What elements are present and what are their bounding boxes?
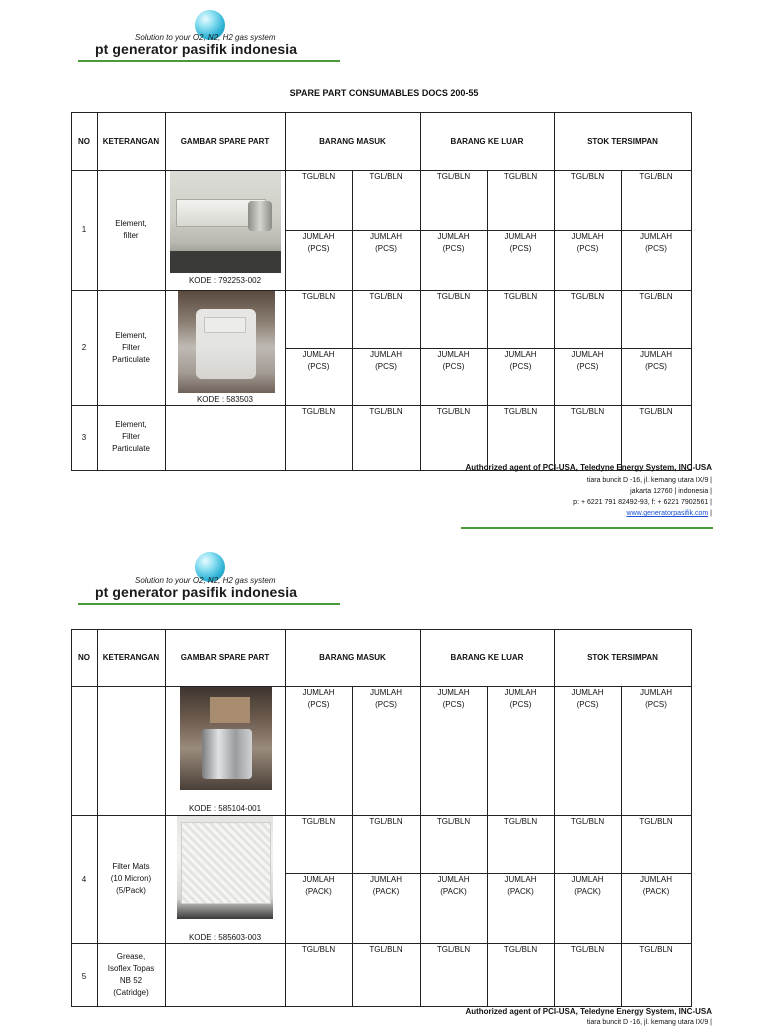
jumlah-label: JUMLAH (PCS) (437, 350, 470, 371)
jumlah-label: JUMLAH (PCS) (639, 688, 672, 709)
table-border (621, 170, 622, 470)
tgl-bln-label: TGL/BLN (369, 817, 403, 826)
item-description: Grease, Isoflex Topas NB 52 (Catridge) (107, 952, 155, 997)
jumlah-label: JUMLAH (PCS) (369, 232, 402, 253)
header-keterangan: KETERANGAN (102, 653, 160, 662)
part-code: KODE : 583503 (196, 395, 254, 404)
header-no: NO (78, 653, 90, 662)
spare-part-photo (177, 816, 273, 919)
tgl-bln-label: TGL/BLN (570, 292, 605, 301)
table-border (487, 170, 488, 470)
address-line: tiara buncit D -16, jl. kemang utara IX/9 | (586, 477, 712, 484)
tgl-bln-label: TGL/BLN (639, 292, 673, 301)
tgl-bln-label: TGL/BLN (369, 945, 403, 954)
header-barang-masuk: BARANG MASUK (319, 653, 386, 662)
phone-line: p: + 6221 791 82492-93, f: + 6221 7902561 | (573, 499, 712, 506)
header-stok: STOK TERSIMPAN (587, 136, 658, 146)
header-gambar: GAMBAR SPARE PART (180, 136, 270, 146)
part-code: KODE : 585104-001 (188, 804, 262, 813)
jumlah-label: JUMLAH (PCS) (369, 688, 402, 709)
tgl-bln-label: TGL/BLN (369, 172, 403, 181)
tgl-bln-label: TGL/BLN (639, 945, 673, 954)
table-border (691, 112, 692, 470)
tgl-bln-label: TGL/BLN (570, 817, 605, 826)
jumlah-label: JUMLAH (PACK) (571, 875, 604, 896)
table-border (621, 686, 622, 1006)
jumlah-label: JUMLAH (PCS) (571, 688, 604, 709)
item-description: Element, Filter Particulate (112, 331, 150, 364)
table-border (352, 170, 353, 470)
tgl-bln-label: TGL/BLN (570, 407, 605, 416)
footer-underline (461, 527, 713, 529)
logo-underline (78, 603, 340, 605)
row-number: 1 (81, 225, 87, 234)
row-number: 5 (81, 972, 87, 981)
tgl-bln-label: TGL/BLN (436, 172, 471, 181)
row-number: 4 (81, 875, 87, 884)
tgl-bln-label: TGL/BLN (369, 407, 403, 416)
header-no: NO (78, 136, 90, 146)
tgl-bln-label: TGL/BLN (301, 292, 336, 301)
spare-part-photo (178, 291, 275, 393)
city-line: jakarta 12760 | indonesia | (630, 488, 712, 495)
agent-line: Authorized agent of PCI-USA, Teledyne Energy System, INC-USA (465, 1007, 712, 1016)
tgl-bln-label: TGL/BLN (503, 945, 538, 954)
jumlah-label: JUMLAH (PCS) (437, 232, 470, 253)
part-code: KODE : 585603-003 (188, 933, 262, 942)
header-barang-keluar: BARANG KE LUAR (450, 136, 524, 146)
header-barang-masuk: BARANG MASUK (319, 136, 386, 146)
jumlah-label: JUMLAH (PCS) (369, 350, 402, 371)
tgl-bln-label: TGL/BLN (301, 817, 336, 826)
jumlah-label: JUMLAH (PCS) (639, 232, 672, 253)
jumlah-label: JUMLAH (PACK) (369, 875, 402, 896)
website-line: www.generatorpasifik.com | (626, 510, 712, 517)
tgl-bln-label: TGL/BLN (639, 817, 673, 826)
row-number: 3 (81, 433, 87, 442)
jumlah-label: JUMLAH (PCS) (302, 232, 335, 253)
item-description: Element, Filter Particulate (112, 420, 150, 453)
jumlah-label: JUMLAH (PCS) (571, 232, 604, 253)
tgl-bln-label: TGL/BLN (503, 172, 538, 181)
tgl-bln-label: TGL/BLN (301, 407, 336, 416)
jumlah-label: JUMLAH (PCS) (437, 688, 470, 709)
item-description: Element, filter (115, 219, 147, 240)
jumlah-label: JUMLAH (PCS) (504, 232, 537, 253)
table-border (487, 686, 488, 1006)
company-name: pt generator pasifik indonesia (95, 41, 298, 57)
jumlah-label: JUMLAH (PCS) (571, 350, 604, 371)
header-keterangan: KETERANGAN (102, 136, 160, 146)
table-border (352, 686, 353, 1006)
header-gambar: GAMBAR SPARE PART (180, 653, 270, 662)
tgl-bln-label: TGL/BLN (436, 407, 471, 416)
table-border (691, 629, 692, 1006)
document-title: SPARE PART CONSUMABLES DOCS 200-55 (289, 88, 479, 98)
company-tagline: Solution to your O2, N2, H2 gas system (135, 576, 276, 585)
jumlah-label: JUMLAH (PCS) (639, 350, 672, 371)
spare-part-photo (180, 687, 272, 790)
address-line: tiara buncit D -16, jl. kemang utara IX/9 | (586, 1019, 712, 1026)
jumlah-label: JUMLAH (PCS) (302, 688, 335, 709)
tgl-bln-label: TGL/BLN (436, 945, 471, 954)
tgl-bln-label: TGL/BLN (639, 407, 673, 416)
jumlah-label: JUMLAH (PCS) (504, 688, 537, 709)
company-tagline: Solution to your O2, N2, H2 gas system (135, 33, 276, 42)
header-stok: STOK TERSIMPAN (587, 653, 658, 662)
tgl-bln-label: TGL/BLN (503, 817, 538, 826)
tgl-bln-label: TGL/BLN (503, 407, 538, 416)
tgl-bln-label: TGL/BLN (639, 172, 673, 181)
part-code: KODE : 792253-002 (188, 276, 262, 285)
tgl-bln-label: TGL/BLN (436, 817, 471, 826)
logo-underline (78, 60, 340, 62)
tgl-bln-label: TGL/BLN (369, 292, 403, 301)
tgl-bln-label: TGL/BLN (436, 292, 471, 301)
company-name: pt generator pasifik indonesia (95, 584, 298, 600)
spare-part-photo (170, 171, 281, 273)
tgl-bln-label: TGL/BLN (570, 945, 605, 954)
jumlah-label: JUMLAH (PACK) (437, 875, 470, 896)
jumlah-label: JUMLAH (PACK) (302, 875, 335, 896)
tgl-bln-label: TGL/BLN (301, 945, 336, 954)
row-number: 2 (81, 343, 87, 352)
tgl-bln-label: TGL/BLN (301, 172, 336, 181)
item-description: Filter Mats (10 Micron) (5/Pack) (110, 862, 152, 895)
agent-line: Authorized agent of PCI-USA, Teledyne Energy System, INC-USA (465, 463, 712, 472)
tgl-bln-label: TGL/BLN (503, 292, 538, 301)
header-barang-keluar: BARANG KE LUAR (450, 653, 524, 662)
jumlah-label: JUMLAH (PACK) (639, 875, 672, 896)
jumlah-label: JUMLAH (PACK) (504, 875, 537, 896)
tgl-bln-label: TGL/BLN (570, 172, 605, 181)
jumlah-label: JUMLAH (PCS) (504, 350, 537, 371)
jumlah-label: JUMLAH (PCS) (302, 350, 335, 371)
website-link[interactable]: www.generatorpasifik.com (626, 510, 709, 517)
